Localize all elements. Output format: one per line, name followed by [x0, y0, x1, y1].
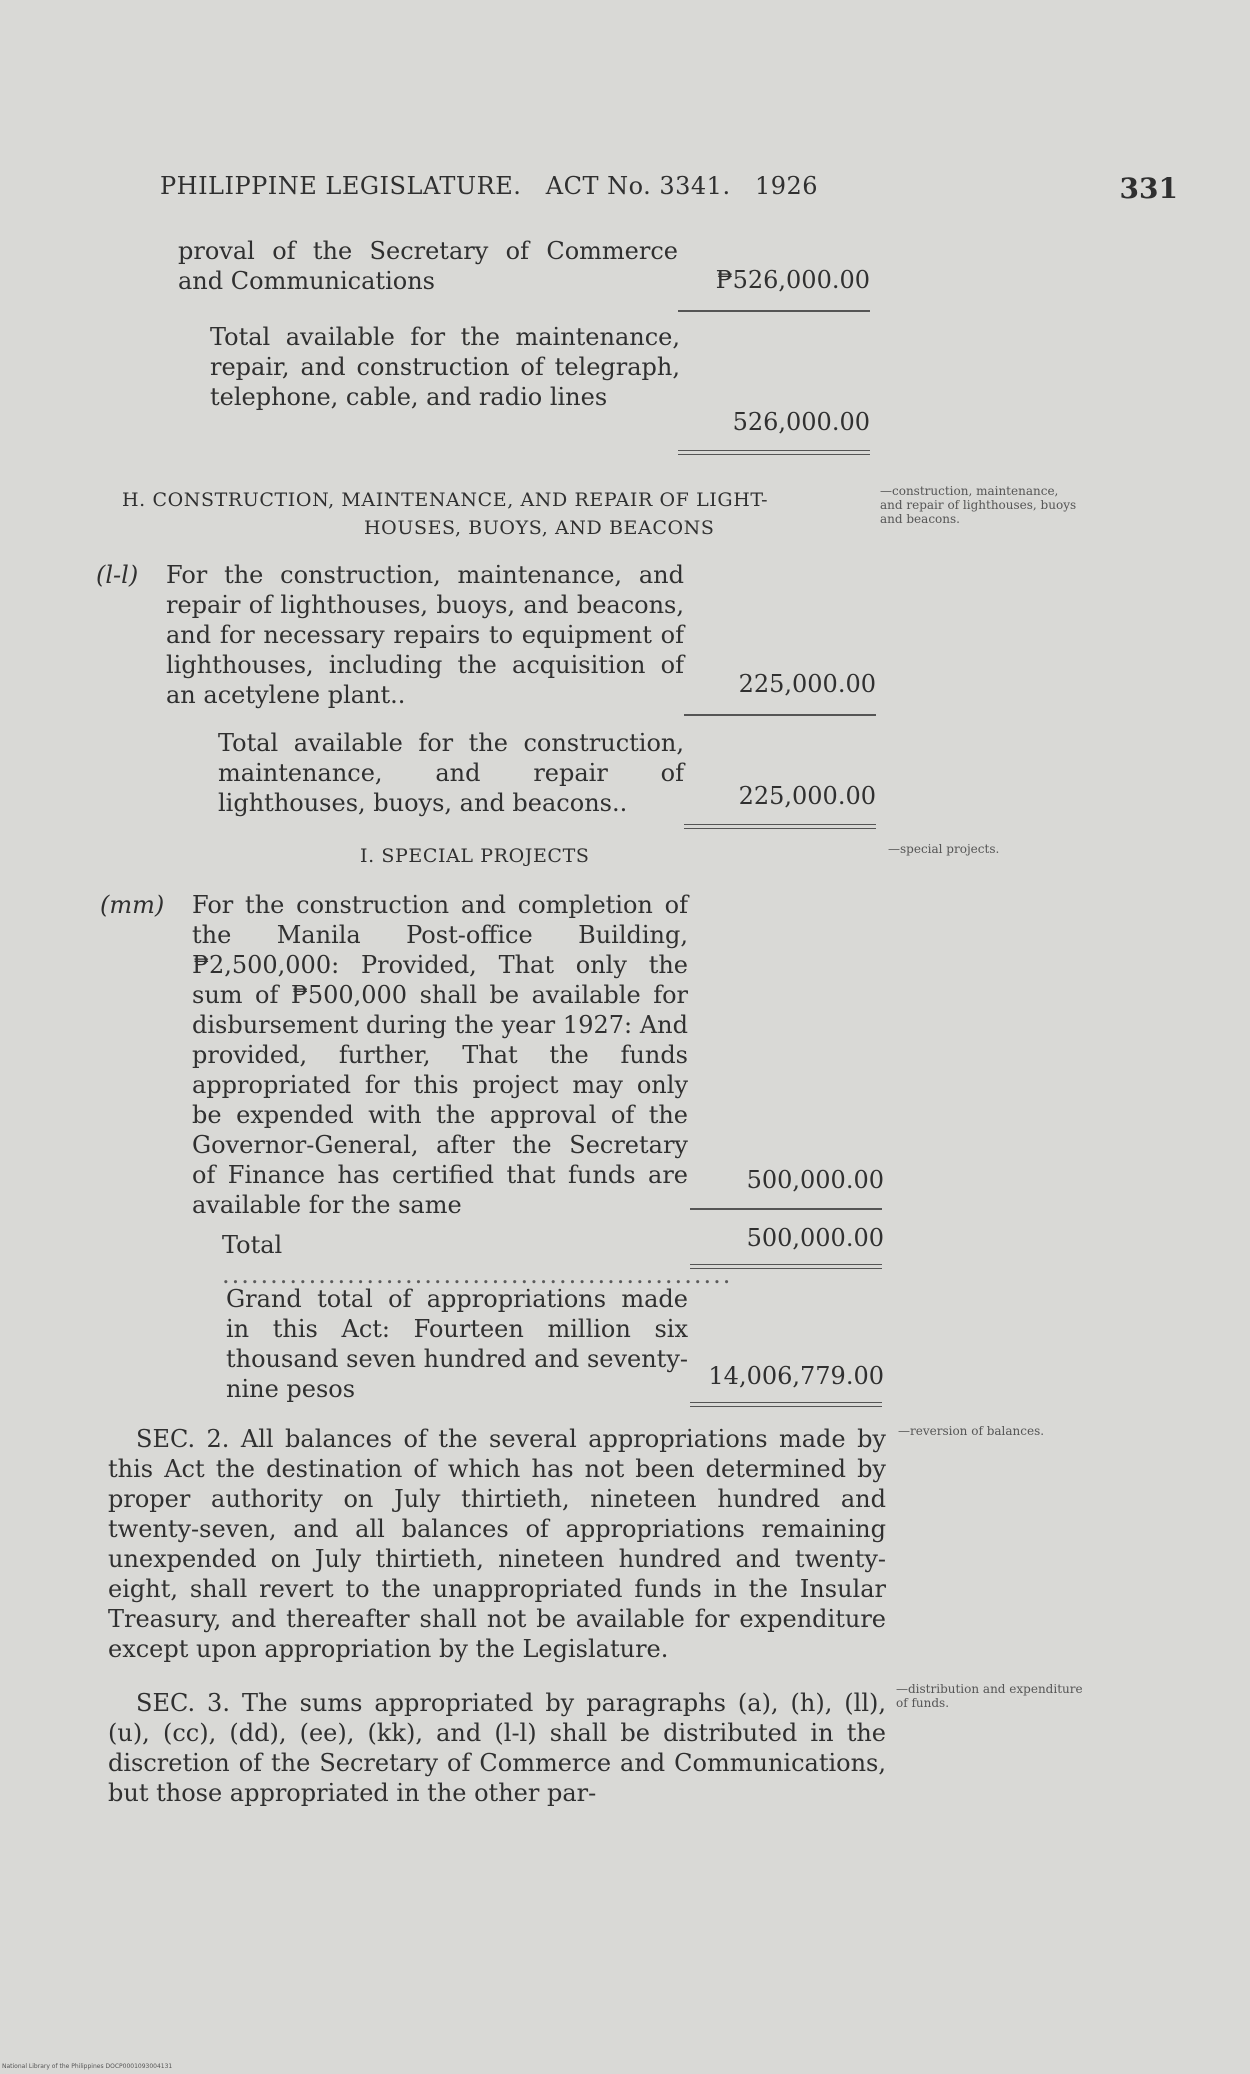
section-h-heading-line2: HOUSES, BUOYS, AND BEACONS [364, 517, 715, 539]
section-h-margin-note: —construction, maintenance, and repair of lighthouses, buoys and beacons. [880, 484, 1077, 526]
grand-total-amount: 14,006,779.00 [708, 1362, 884, 1390]
sec2-paragraph [108, 1424, 886, 1664]
section-h-total-amount: 225,000.00 [738, 782, 876, 810]
scan-footer: National Library of the Philippines DOCP0001093004131 [2, 2063, 173, 2070]
section-i-item-text: For the construction and completion of the Manila Post-office Building, ₱2,500,000: Provided, That only the sum of ₱500,000 shall be available for disbursement during the year 1927: And provided, further, That the funds appropriated for this project may only be expended with the approval of the Governor-General, after the Secretary of Finance has certified that funds are available for the same [192, 891, 688, 1219]
sec3-label: SEC. 3. [136, 1689, 230, 1717]
grand-total-text: Grand total of appropriations made in this Act: Fourteen million six thousand seven hundred and seventy-nine pesos [226, 1285, 688, 1403]
g-total-double-rule [678, 450, 870, 455]
page-number: 331 [1119, 172, 1178, 205]
section-i-total-label [222, 1230, 733, 1290]
grand-total-double-rule [690, 1402, 882, 1407]
section-h-item-label: (l-l) [96, 561, 139, 589]
section-i-total-double-rule [690, 1264, 882, 1269]
sec3-text: The sums appropriated by paragraphs (a), (h), (ll), (u), (cc), (dd), (ee), (kk), and (l-l) shall be distributed in the discretion of the Secretary of Commerce and Communications, but those appropriated in the other par- [108, 1689, 887, 1807]
g-total-text: Total available for the maintenance, repair, and construction of telegraph, telephone, cable, and radio lines [210, 323, 680, 411]
g-item-rule [678, 310, 870, 312]
g-item-amount: ₱526,000.00 [715, 266, 870, 294]
sec2-text: All balances of the several appropriations made by this Act the destination of which has not been determined by proper authority on July thirtieth, nineteen hundred and twenty-seven, and all balances of appropriations remaining unexpended on July thirtieth, nineteen hundred and twenty-eight, shall revert to the unappropriated funds in the Insular Treasury, and thereafter shall not be available for expenditure except upon appropriation by the Legislature. [108, 1425, 886, 1663]
g-item-text: proval of the Secretary of Commerce and Communications [178, 237, 678, 295]
running-title: PHILIPPINE LEGISLATURE. ACT No. 3341. 1926 [160, 172, 819, 200]
section-h-heading-line1: H. CONSTRUCTION, MAINTENANCE, AND REPAIR OF LIGHT- [122, 489, 769, 511]
section-h-item-amount: 225,000.00 [738, 670, 876, 698]
section-h-item-text: For the construction, maintenance, and repair of lighthouses, buoys, and beacons, and for necessary repairs to equipment of lighthouses, including the acquisition of an acetylene plant.. [166, 561, 684, 709]
section-i-total-label-text: Total [222, 1231, 283, 1259]
section-i-item-label: (mm) [100, 891, 165, 919]
section-i-item-amount: 500,000.00 [746, 1166, 884, 1194]
section-i-margin-note: —special projects. [888, 842, 1000, 856]
section-h-total-text: Total available for the construction, maintenance, and repair of lighthouses, buoys, and beacons.. [218, 729, 684, 817]
leader-dots: ..................................................... [222, 1261, 733, 1289]
sec2-label: SEC. 2. [136, 1425, 230, 1453]
g-total-amount: 526,000.00 [732, 408, 870, 436]
section-i-total-amount: 500,000.00 [746, 1224, 884, 1252]
section-i-item-rule [690, 1208, 882, 1210]
sec2-margin-note: —reversion of balances. [898, 1424, 1045, 1438]
section-h-item-rule [684, 714, 876, 716]
sec3-paragraph [108, 1688, 886, 1808]
section-i-heading: I. SPECIAL PROJECTS [360, 845, 590, 867]
section-h-total-double-rule [684, 824, 876, 829]
sec3-margin-note: —distribution and expenditure of funds. [896, 1682, 1083, 1710]
